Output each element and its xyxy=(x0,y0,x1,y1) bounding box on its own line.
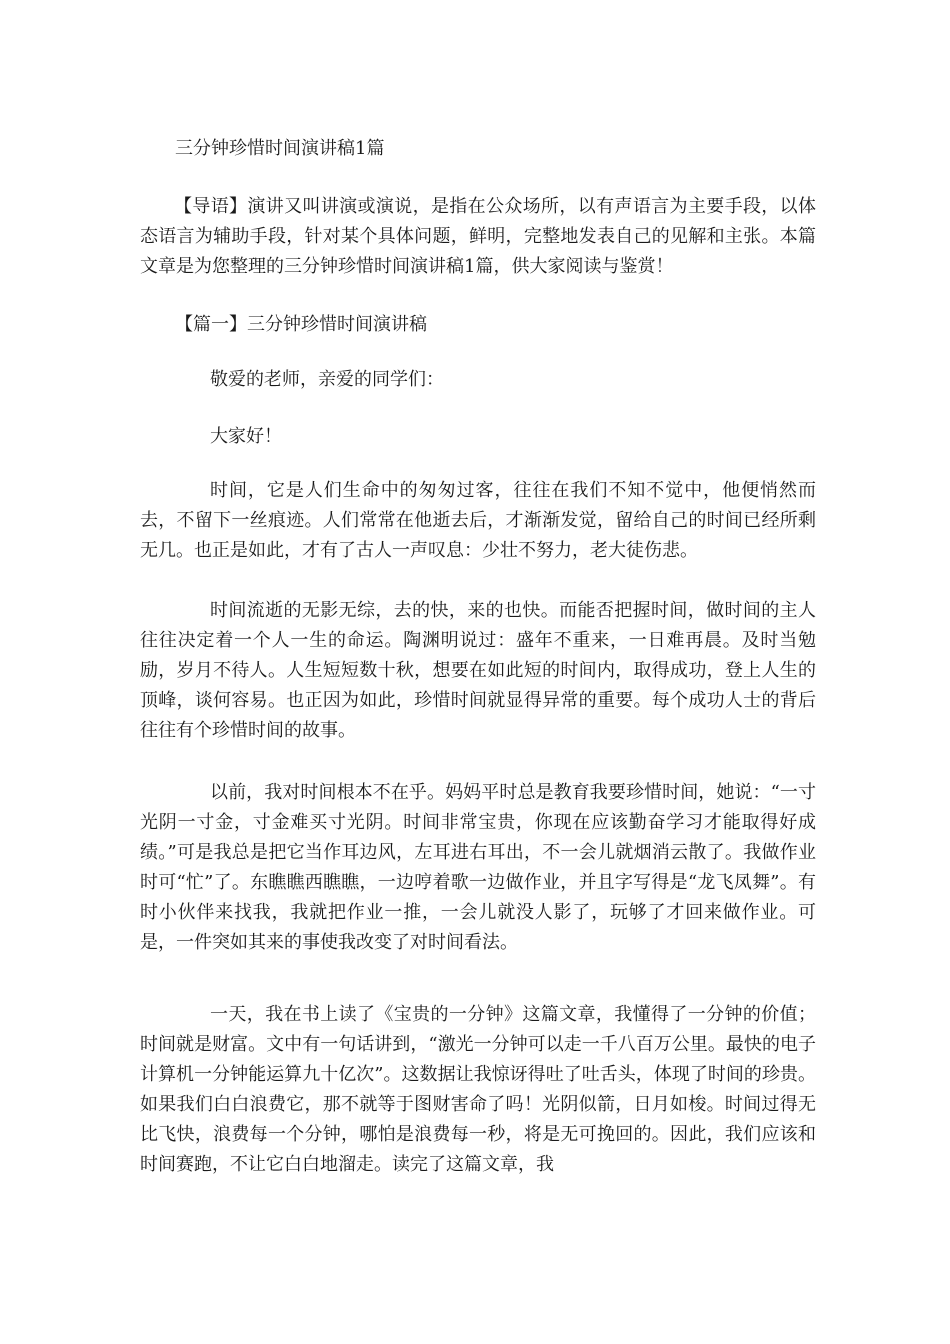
intro-paragraph: 【导语】演讲又叫讲演或演说，是指在公众场所，以有声语言为主要手段，以体态语言为辅助手段，针对某个具体问题，鲜明，完整地发表自己的见解和主张。本篇文章是为您整理的三分钟珍惜时间演讲稿1篇，供大家阅读与鉴赏！ xyxy=(140,196,816,277)
salutation-line: 敬爱的老师，亲爱的同学们： xyxy=(210,369,444,390)
body-paragraph: 时间流逝的无影无综，去的快，来的也快。而能否把握时间，做时间的主人往往决定着一个人一生的命运。陶渊明说过：盛年不重来，一日难再晨。及时当勉励，岁月不待人。人生短短数十秋，想要在如此短的时间内，取得成功，登上人生的顶峰，谈何容易。也正因为如此，珍惜时间就显得异常的重要。每个成功人士的背后往往有个珍惜时间的故事。 xyxy=(140,600,816,741)
section-heading: 【篇一】三分钟珍惜时间演讲稿 xyxy=(175,314,427,335)
body-paragraph: 一天，我在书上读了《宝贵的一分钟》这篇文章，我懂得了一分钟的价值；时间就是财富。文中有一句话讲到，“激光一分钟可以走一千八百万公里。最快的电子计算机一分钟能运算九十亿次”。这数据让我惊讶得吐了吐舌头，体现了时间的珍贵。如果我们白白浪费它，那不就等于图财害命了吗！光阴似箭，日月如梭。时间过得无比飞快，浪费每一个分钟，哪怕是浪费每一秒，将是无可挽回的。因此，我们应该和时间赛跑，不让它白白地溜走。读完了这篇文章，我 xyxy=(140,1004,816,1175)
document-title: 三分钟珍惜时间演讲稿1篇 xyxy=(175,138,385,159)
body-paragraph: 时间，它是人们生命中的匆匆过客，往往在我们不知不觉中，他便悄然而去，不留下一丝痕迹。人们常常在他逝去后，才渐渐发觉，留给自己的时间已经所剩无几。也正是如此，才有了古人一声叹息：少壮不努力，老大徒伤悲。 xyxy=(140,480,816,561)
greeting-line: 大家好！ xyxy=(210,426,282,447)
body-paragraph: 以前，我对时间根本不在乎。妈妈平时总是教育我要珍惜时间，她说：“一寸光阴一寸金，寸金难买寸光阴。时间非常宝贵，你现在应该勤奋学习才能取得好成绩。”可是我总是把它当作耳边风，左耳进右耳出，不一会儿就烟消云散了。我做作业时可“忙”了。东瞧瞧西瞧瞧，一边哼着歌一边做作业，并且字写得是“龙飞凤舞”。有时小伙伴来找我，我就把作业一推，一会儿就没人影了，玩够了才回来做作业。可是，一件突如其来的事使我改变了对时间看法。 xyxy=(140,782,816,953)
